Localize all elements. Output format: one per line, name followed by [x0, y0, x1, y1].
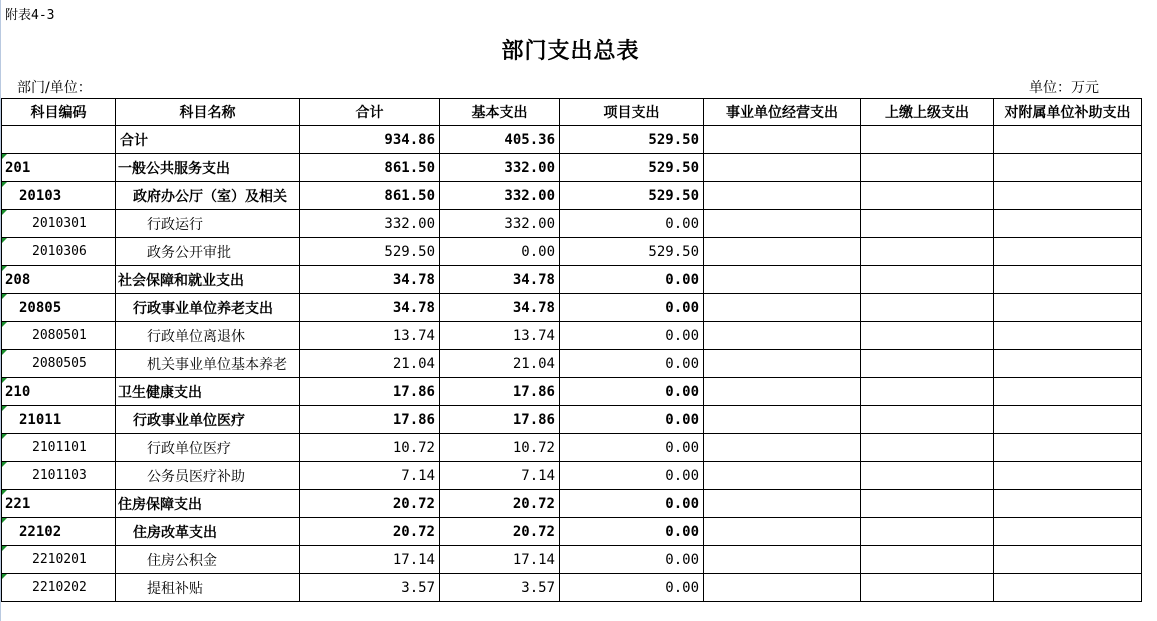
name-cell-text: 行政单位医疗 — [147, 440, 231, 457]
table-row — [2, 182, 1142, 210]
business-cell[interactable] — [704, 154, 861, 182]
project-cell-text: 0.00 — [665, 299, 699, 316]
basic-cell[interactable] — [440, 350, 560, 378]
name-cell[interactable] — [116, 546, 300, 574]
project-cell-text: 529.50 — [648, 187, 699, 204]
project-cell[interactable] — [560, 350, 704, 378]
page-title: 部门支出总表 — [501, 39, 640, 64]
code-cell-text: 2080505 — [32, 356, 87, 371]
total-cell[interactable] — [300, 378, 440, 406]
basic-cell-text: 34.78 — [512, 271, 555, 288]
header-cell-name[interactable]: 科目名称 — [116, 99, 300, 126]
table-row — [2, 518, 1142, 546]
code-cell[interactable] — [2, 182, 116, 210]
name-cell[interactable] — [116, 238, 300, 266]
subsidy-cell[interactable] — [994, 378, 1142, 406]
total-cell-text: 332.00 — [384, 215, 435, 232]
basic-cell-text: 0.00 — [521, 243, 555, 260]
project-cell-text: 0.00 — [665, 579, 699, 596]
basic-cell-text: 17.14 — [512, 551, 555, 568]
table-row — [2, 490, 1142, 518]
table-row — [2, 546, 1142, 574]
subsidy-cell[interactable] — [994, 518, 1142, 546]
code-cell[interactable] — [2, 490, 116, 518]
table-row — [2, 266, 1142, 294]
code-cell[interactable] — [2, 574, 116, 602]
code-cell-text: 21011 — [19, 411, 62, 428]
name-cell-text: 住房改革支出 — [133, 524, 217, 541]
name-cell-text: 公务员医疗补助 — [147, 468, 245, 485]
comment-marker-icon — [2, 406, 7, 411]
name-cell[interactable] — [116, 182, 300, 210]
comment-marker-icon — [2, 378, 7, 383]
comment-marker-icon — [2, 182, 7, 187]
upper-cell[interactable] — [861, 546, 994, 574]
subsidy-cell[interactable] — [994, 574, 1142, 602]
subsidy-cell[interactable] — [994, 490, 1142, 518]
name-cell[interactable] — [116, 126, 300, 154]
total-cell[interactable] — [300, 238, 440, 266]
business-cell[interactable] — [704, 238, 861, 266]
upper-cell[interactable] — [861, 378, 994, 406]
total-cell-text: 17.14 — [392, 551, 435, 568]
subsidy-cell[interactable] — [994, 406, 1142, 434]
total-cell-text: 10.72 — [392, 439, 435, 456]
subsidy-cell[interactable] — [994, 294, 1142, 322]
table-row — [2, 378, 1142, 406]
basic-cell[interactable] — [440, 322, 560, 350]
total-cell-text: 529.50 — [384, 243, 435, 260]
project-cell-text: 529.50 — [648, 131, 699, 148]
upper-cell[interactable] — [861, 574, 994, 602]
total-cell[interactable] — [300, 518, 440, 546]
comment-marker-icon — [2, 238, 7, 243]
name-cell[interactable] — [116, 266, 300, 294]
code-cell-text: 22102 — [19, 523, 62, 540]
project-cell-text: 0.00 — [665, 411, 699, 428]
name-cell-text: 机关事业单位基本养老 — [147, 356, 287, 373]
table-row — [2, 210, 1142, 238]
code-cell-text: 2010306 — [32, 244, 87, 259]
business-cell[interactable] — [704, 182, 861, 210]
subsidy-cell[interactable] — [994, 238, 1142, 266]
basic-cell-text: 21.04 — [512, 355, 555, 372]
comment-marker-icon — [2, 518, 7, 523]
total-cell[interactable] — [300, 434, 440, 462]
project-cell[interactable] — [560, 406, 704, 434]
total-cell[interactable] — [300, 294, 440, 322]
code-cell[interactable] — [2, 294, 116, 322]
business-cell[interactable] — [704, 462, 861, 490]
basic-cell[interactable] — [440, 546, 560, 574]
project-cell[interactable] — [560, 490, 704, 518]
table-row — [2, 238, 1142, 266]
name-cell-text: 提租补贴 — [147, 580, 203, 597]
code-cell[interactable] — [2, 518, 116, 546]
basic-cell[interactable] — [440, 126, 560, 154]
total-cell[interactable] — [300, 462, 440, 490]
subsidy-cell[interactable] — [994, 182, 1142, 210]
basic-cell[interactable] — [440, 574, 560, 602]
name-cell[interactable] — [116, 462, 300, 490]
subsidy-cell[interactable] — [994, 322, 1142, 350]
annex-label: 附表4-3 — [5, 8, 55, 23]
header-row — [2, 99, 1142, 126]
code-cell-text: 201 — [5, 159, 31, 176]
subsidy-cell[interactable] — [994, 462, 1142, 490]
table-row — [2, 462, 1142, 490]
name-cell[interactable] — [116, 210, 300, 238]
upper-cell[interactable] — [861, 182, 994, 210]
code-cell-text: 2101101 — [32, 440, 87, 455]
subsidy-cell[interactable] — [994, 266, 1142, 294]
name-cell-text: 住房公积金 — [147, 552, 217, 569]
unit-label: 单位：万元 — [1029, 80, 1099, 96]
business-cell[interactable] — [704, 546, 861, 574]
basic-cell-text: 20.72 — [512, 495, 555, 512]
basic-cell-text: 405.36 — [504, 131, 555, 148]
basic-cell-text: 7.14 — [521, 467, 555, 484]
total-cell[interactable] — [300, 182, 440, 210]
total-cell[interactable] — [300, 126, 440, 154]
name-cell-text: 行政运行 — [147, 216, 203, 233]
project-cell[interactable] — [560, 462, 704, 490]
code-cell-text: 208 — [5, 271, 31, 288]
basic-cell-text: 20.72 — [512, 523, 555, 540]
project-cell-text: 0.00 — [665, 383, 699, 400]
total-cell-text: 861.50 — [384, 159, 435, 176]
code-cell-text: 221 — [5, 495, 31, 512]
business-cell[interactable] — [704, 210, 861, 238]
subsidy-cell[interactable] — [994, 350, 1142, 378]
total-cell-text: 21.04 — [392, 355, 435, 372]
project-cell[interactable] — [560, 294, 704, 322]
basic-cell[interactable] — [440, 210, 560, 238]
expenditure-table — [1, 98, 1142, 602]
comment-marker-icon — [2, 574, 7, 579]
table-row — [2, 574, 1142, 602]
project-cell-text: 0.00 — [665, 271, 699, 288]
subsidy-cell[interactable] — [994, 546, 1142, 574]
code-cell-text: 2010301 — [32, 216, 87, 231]
business-cell[interactable] — [704, 574, 861, 602]
code-cell[interactable] — [2, 238, 116, 266]
project-cell-text: 0.00 — [665, 215, 699, 232]
project-cell[interactable] — [560, 182, 704, 210]
name-cell[interactable] — [116, 154, 300, 182]
comment-marker-icon — [2, 154, 7, 159]
total-cell[interactable] — [300, 546, 440, 574]
table-row — [2, 406, 1142, 434]
project-cell-text: 0.00 — [665, 355, 699, 372]
subsidy-cell[interactable] — [994, 434, 1142, 462]
project-cell[interactable] — [560, 574, 704, 602]
name-cell[interactable] — [116, 574, 300, 602]
code-cell-text: 2080501 — [32, 328, 87, 343]
business-cell[interactable] — [704, 126, 861, 154]
business-cell[interactable] — [704, 490, 861, 518]
basic-cell[interactable] — [440, 294, 560, 322]
total-cell-text: 7.14 — [401, 467, 435, 484]
header-cell-total[interactable]: 合计 — [300, 99, 440, 126]
basic-cell[interactable] — [440, 462, 560, 490]
name-cell-text: 卫生健康支出 — [118, 384, 202, 401]
project-cell-text: 0.00 — [665, 439, 699, 456]
subsidy-cell[interactable] — [994, 210, 1142, 238]
upper-cell[interactable] — [861, 266, 994, 294]
basic-cell[interactable] — [440, 266, 560, 294]
project-cell-text: 0.00 — [665, 327, 699, 344]
project-cell-text: 0.00 — [665, 551, 699, 568]
code-cell[interactable] — [2, 266, 116, 294]
total-cell-text: 20.72 — [392, 523, 435, 540]
comment-marker-icon — [2, 546, 7, 551]
comment-marker-icon — [2, 266, 7, 271]
basic-cell[interactable] — [440, 378, 560, 406]
basic-cell-text: 332.00 — [504, 215, 555, 232]
name-cell-text: 政府办公厅（室）及相关 — [133, 188, 287, 205]
upper-cell[interactable] — [861, 294, 994, 322]
comment-marker-icon — [2, 294, 7, 299]
name-cell-text: 合计 — [120, 132, 148, 149]
code-cell-text: 2101103 — [32, 468, 87, 483]
code-cell[interactable] — [2, 322, 116, 350]
basic-cell-text: 332.00 — [504, 187, 555, 204]
header-cell-business[interactable]: 事业单位经营支出 — [704, 99, 861, 126]
name-cell[interactable] — [116, 350, 300, 378]
code-cell[interactable] — [2, 350, 116, 378]
upper-cell[interactable] — [861, 462, 994, 490]
total-cell-text: 13.74 — [392, 327, 435, 344]
upper-cell[interactable] — [861, 434, 994, 462]
upper-cell[interactable] — [861, 406, 994, 434]
business-cell[interactable] — [704, 322, 861, 350]
table-row — [2, 294, 1142, 322]
upper-cell[interactable] — [861, 126, 994, 154]
header-cell-project[interactable]: 项目支出 — [560, 99, 704, 126]
basic-cell[interactable] — [440, 154, 560, 182]
upper-cell[interactable] — [861, 210, 994, 238]
project-cell[interactable] — [560, 322, 704, 350]
upper-cell[interactable] — [861, 350, 994, 378]
basic-cell-text: 3.57 — [521, 579, 555, 596]
business-cell[interactable] — [704, 406, 861, 434]
basic-cell[interactable] — [440, 238, 560, 266]
business-cell[interactable] — [704, 350, 861, 378]
basic-cell-text: 17.86 — [512, 411, 555, 428]
business-cell[interactable] — [704, 294, 861, 322]
business-cell[interactable] — [704, 518, 861, 546]
header-cell-subsidy[interactable]: 对附属单位补助支出 — [994, 99, 1142, 126]
code-cell[interactable] — [2, 434, 116, 462]
total-cell-text: 34.78 — [392, 271, 435, 288]
name-cell[interactable] — [116, 518, 300, 546]
subsidy-cell[interactable] — [994, 126, 1142, 154]
name-cell-text: 行政单位离退休 — [147, 328, 245, 345]
basic-cell[interactable] — [440, 518, 560, 546]
comment-marker-icon — [2, 210, 7, 215]
total-cell-text: 861.50 — [384, 187, 435, 204]
code-cell-text: 20103 — [19, 187, 62, 204]
comment-marker-icon — [2, 490, 7, 495]
code-cell[interactable] — [2, 546, 116, 574]
total-cell[interactable] — [300, 322, 440, 350]
business-cell[interactable] — [704, 378, 861, 406]
total-cell[interactable] — [300, 574, 440, 602]
basic-cell-text: 34.78 — [512, 299, 555, 316]
subsidy-cell[interactable] — [994, 154, 1142, 182]
project-cell-text: 529.50 — [648, 159, 699, 176]
name-cell-text: 住房保障支出 — [118, 496, 202, 513]
project-cell-text: 0.00 — [665, 495, 699, 512]
name-cell[interactable] — [116, 490, 300, 518]
table-row — [2, 154, 1142, 182]
total-cell-text: 34.78 — [392, 299, 435, 316]
project-cell[interactable] — [560, 238, 704, 266]
code-cell[interactable] — [2, 378, 116, 406]
header-cell-code[interactable]: 科目编码 — [2, 99, 116, 126]
basic-cell[interactable] — [440, 406, 560, 434]
upper-cell[interactable] — [861, 322, 994, 350]
code-cell-text: 20805 — [19, 299, 62, 316]
basic-cell-text: 10.72 — [512, 439, 555, 456]
table-row — [2, 322, 1142, 350]
basic-cell-text: 332.00 — [504, 159, 555, 176]
header-cell-upper[interactable]: 上缴上级支出 — [861, 99, 994, 126]
code-cell-text: 2210202 — [32, 580, 87, 595]
basic-cell[interactable] — [440, 490, 560, 518]
name-cell[interactable] — [116, 378, 300, 406]
basic-cell[interactable] — [440, 434, 560, 462]
comment-marker-icon — [2, 322, 7, 327]
basic-cell-text: 17.86 — [512, 383, 555, 400]
project-cell-text: 0.00 — [665, 467, 699, 484]
upper-cell[interactable] — [861, 154, 994, 182]
name-cell-text: 行政事业单位医疗 — [133, 412, 245, 429]
total-cell[interactable] — [300, 210, 440, 238]
total-cell-text: 20.72 — [392, 495, 435, 512]
comment-marker-icon — [2, 350, 7, 355]
code-cell[interactable] — [2, 154, 116, 182]
dept-label: 部门/单位： — [17, 80, 92, 96]
code-cell[interactable] — [2, 406, 116, 434]
name-cell[interactable] — [116, 406, 300, 434]
total-cell[interactable] — [300, 154, 440, 182]
code-cell[interactable] — [2, 210, 116, 238]
name-cell[interactable] — [116, 434, 300, 462]
table-row — [2, 126, 1142, 154]
total-cell[interactable] — [300, 490, 440, 518]
total-cell[interactable] — [300, 266, 440, 294]
comment-marker-icon — [2, 462, 7, 467]
project-cell[interactable] — [560, 126, 704, 154]
code-cell-text: 2210201 — [32, 552, 87, 567]
project-cell[interactable] — [560, 434, 704, 462]
basic-cell-text: 13.74 — [512, 327, 555, 344]
project-cell[interactable] — [560, 210, 704, 238]
basic-cell[interactable] — [440, 182, 560, 210]
code-cell[interactable] — [2, 462, 116, 490]
project-cell-text: 529.50 — [648, 243, 699, 260]
name-cell-text: 一般公共服务支出 — [118, 160, 230, 177]
table-row — [2, 350, 1142, 378]
code-cell[interactable] — [2, 126, 116, 154]
header-cell-basic[interactable]: 基本支出 — [440, 99, 560, 126]
project-cell[interactable] — [560, 546, 704, 574]
total-cell-text: 17.86 — [392, 411, 435, 428]
upper-cell[interactable] — [861, 238, 994, 266]
total-cell-text: 17.86 — [392, 383, 435, 400]
name-cell-text: 政务公开审批 — [147, 244, 231, 261]
name-cell-text: 社会保障和就业支出 — [118, 272, 244, 289]
project-cell[interactable] — [560, 518, 704, 546]
business-cell[interactable] — [704, 434, 861, 462]
upper-cell[interactable] — [861, 518, 994, 546]
project-cell[interactable] — [560, 378, 704, 406]
project-cell[interactable] — [560, 154, 704, 182]
total-cell[interactable] — [300, 350, 440, 378]
name-cell-text: 行政事业单位养老支出 — [133, 300, 273, 317]
project-cell-text: 0.00 — [665, 523, 699, 540]
total-cell-text: 3.57 — [401, 579, 435, 596]
business-cell[interactable] — [704, 266, 861, 294]
total-cell[interactable] — [300, 406, 440, 434]
name-cell[interactable] — [116, 294, 300, 322]
name-cell[interactable] — [116, 322, 300, 350]
code-cell-text: 210 — [5, 383, 31, 400]
project-cell[interactable] — [560, 266, 704, 294]
comment-marker-icon — [2, 434, 7, 439]
total-cell-text: 934.86 — [384, 131, 435, 148]
table-row — [2, 434, 1142, 462]
upper-cell[interactable] — [861, 490, 994, 518]
